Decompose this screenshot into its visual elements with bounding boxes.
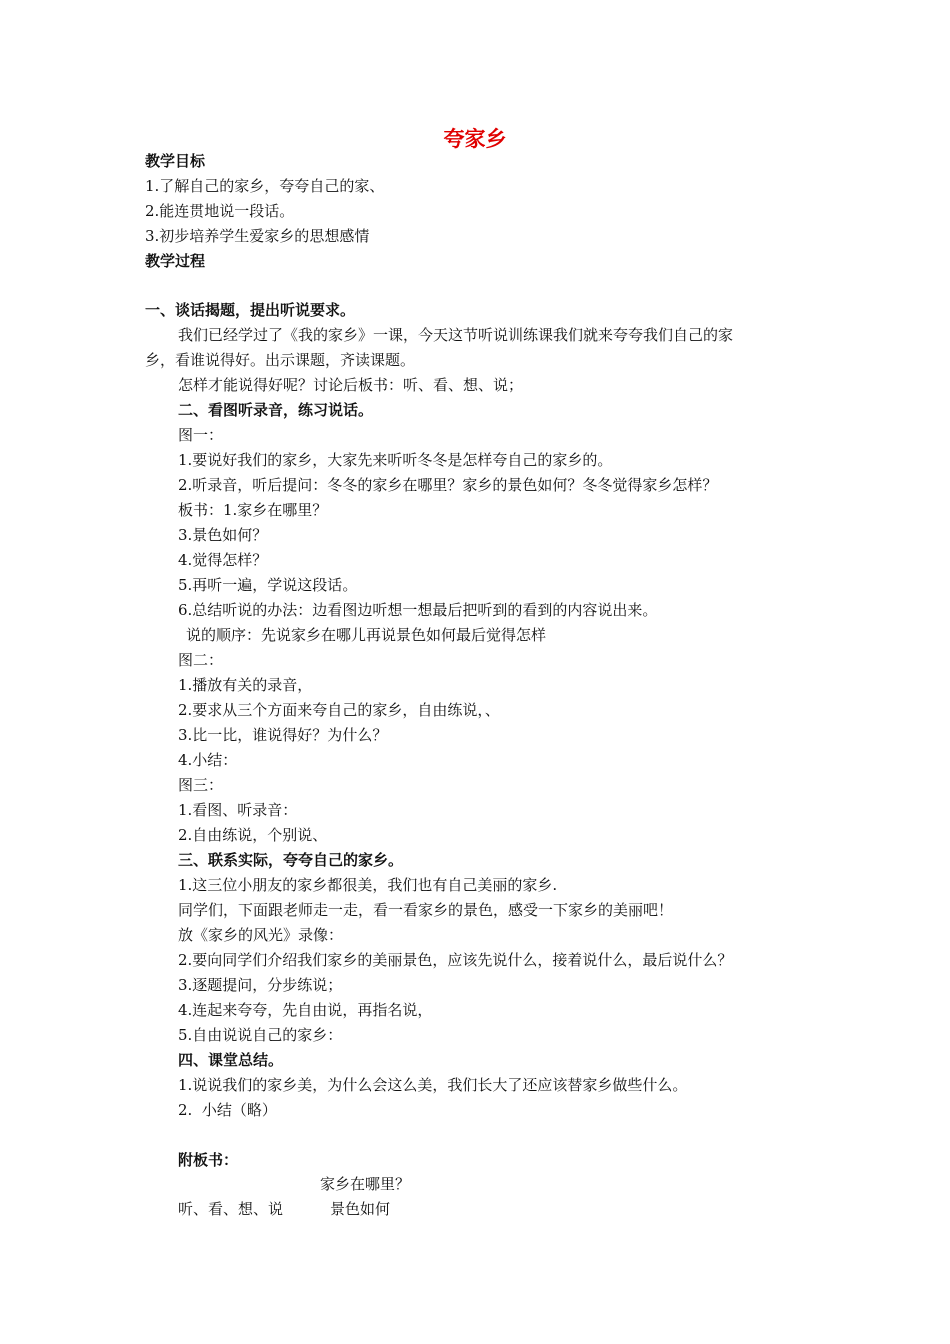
list-item: 3.景色如何？ bbox=[178, 526, 268, 544]
board-heading: 附板书： bbox=[178, 1151, 239, 1169]
list-item: 3.比一比，谁说得好？为什么？ bbox=[178, 726, 388, 744]
list-item: 4.连起来夸夸，先自由说，再指名说， bbox=[178, 1001, 433, 1019]
objective-item: 2.能连贯地说一段话。 bbox=[145, 202, 295, 220]
section3-heading: 三、联系实际，夸夸自己的家乡。 bbox=[178, 851, 404, 869]
list-item: 1.这三位小朋友的家乡都很美，我们也有自己美丽的家乡. bbox=[178, 876, 558, 894]
list-item: 2.自由练说，个别说、 bbox=[178, 826, 328, 844]
figure1-label: 图一： bbox=[178, 426, 224, 444]
objective-item: 3.初步培养学生爱家乡的思想感情 bbox=[145, 227, 370, 245]
page-title: 夸家乡 bbox=[443, 127, 507, 151]
list-item: 3.逐题提问，分步练说； bbox=[178, 976, 343, 994]
process-heading: 教学过程 bbox=[145, 252, 206, 270]
board-keywords: 听、看、想、说 bbox=[178, 1200, 284, 1218]
speaking-order-note: 说的顺序：先说家乡在哪儿再说景色如何最后觉得怎样 bbox=[186, 626, 547, 644]
list-item: 1.看图、听录音： bbox=[178, 801, 298, 819]
objective-item: 1.了解自己的家乡，夸夸自己的家、 bbox=[145, 177, 385, 195]
figure3-label: 图三： bbox=[178, 776, 224, 794]
figure2-label: 图二： bbox=[178, 651, 224, 669]
section1-paragraph: 怎样才能说得好呢？讨论后板书：听、看、想、说； bbox=[178, 376, 524, 394]
board-question: 家乡在哪里？ bbox=[320, 1175, 411, 1193]
section1-paragraph-line: 乡，看谁说得好。出示课题，齐读课题。 bbox=[145, 351, 416, 369]
list-item: 6.总结听说的办法：边看图边听想一想最后把听到的看到的内容说出来。 bbox=[178, 601, 658, 619]
list-item: 4.觉得怎样？ bbox=[178, 551, 268, 569]
list-item: 4.小结： bbox=[178, 751, 238, 769]
list-item: 板书：1.家乡在哪里？ bbox=[178, 501, 328, 519]
objectives-heading: 教学目标 bbox=[145, 152, 206, 170]
section1-heading: 一、谈话揭题，提出听说要求。 bbox=[145, 301, 356, 319]
section1-paragraph-line: 我们已经学过了《我的家乡》一课，今天这节听说训练课我们就来夸夸我们自己的家 bbox=[178, 326, 734, 344]
list-item: 1.播放有关的录音， bbox=[178, 676, 313, 694]
list-item: 放《家乡的风光》录像： bbox=[178, 926, 344, 944]
list-item: 1.说说我们的家乡美，为什么会这么美，我们长大了还应该替家乡做些什么。 bbox=[178, 1076, 688, 1094]
list-item: 2.要求从三个方面来夸自己的家乡，自由练说，、 bbox=[178, 701, 500, 719]
board-question: 景色如何 bbox=[330, 1200, 391, 1218]
list-item: 2.听录音，听后提问：冬冬的家乡在哪里？家乡的景色如何？冬冬觉得家乡怎样？ bbox=[178, 476, 718, 494]
list-item: 2.要向同学们介绍我们家乡的美丽景色，应该先说什么，接着说什么，最后说什么？ bbox=[178, 951, 733, 969]
list-item: 5.再听一遍，学说这段话。 bbox=[178, 576, 358, 594]
list-item: 2. 小结（略） bbox=[178, 1101, 277, 1119]
list-item: 1.要说好我们的家乡，大家先来听听冬冬是怎样夸自己的家乡的。 bbox=[178, 451, 613, 469]
section2-heading: 二、看图听录音，练习说话。 bbox=[178, 401, 374, 419]
list-item: 5.自由说说自己的家乡： bbox=[178, 1026, 343, 1044]
list-item: 同学们，下面跟老师走一走，看一看家乡的景色，感受一下家乡的美丽吧！ bbox=[178, 901, 674, 919]
section4-heading: 四、课堂总结。 bbox=[178, 1051, 284, 1069]
